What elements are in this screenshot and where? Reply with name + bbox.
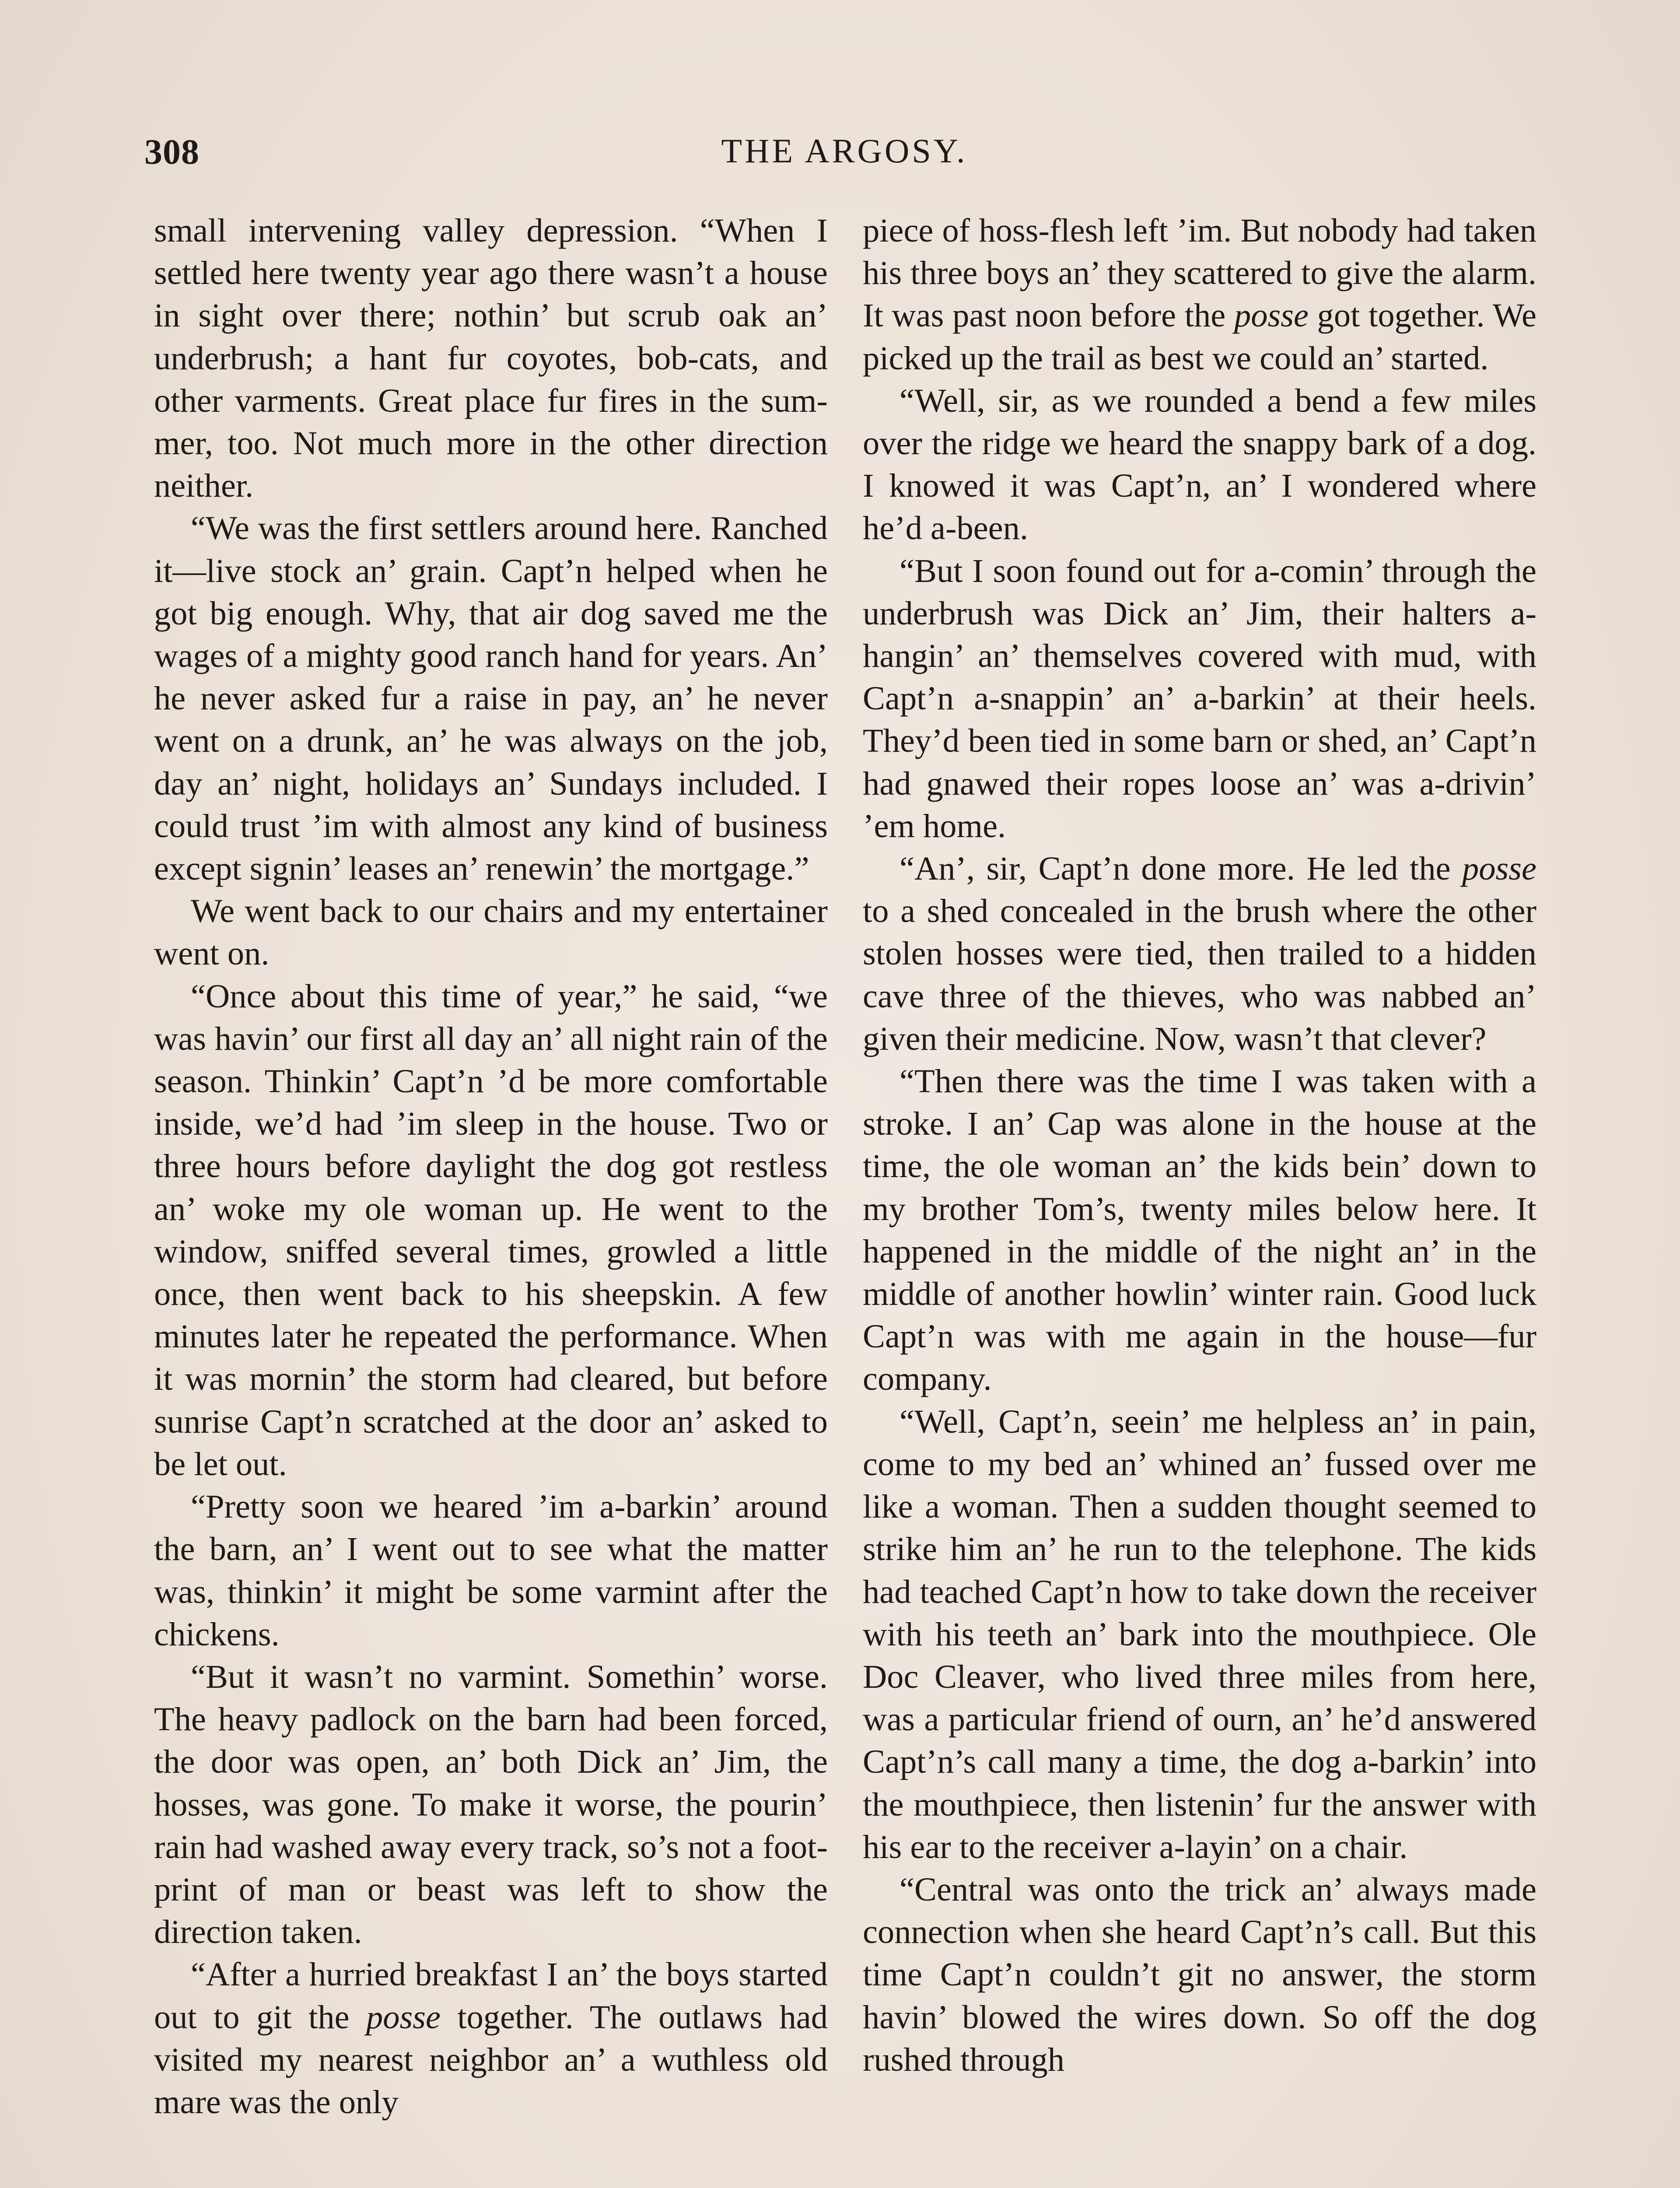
paragraph: “Once about this time of year,” he said, “we was havin’ our first all day an’ all night rain of the season. Thinkin’ Capt’n ’d be more comfortable inside, we’d had ’im sleep in the house. Two or three hours before daylight the dog got restless an’ woke my ole woman up. He went to the window, sniffed several times, growled a little once, then went back to his sheepskin. A few minutes later he repeated the performance. When it was mornin’ the storm had cleared, but before sunrise Capt’n scratched at the door an’ asked to be let out.	[154, 977, 828, 1483]
paragraph: “Central was onto the trick an’ always made connection when she heard Capt’n’s call. But this time Capt’n couldn’t git no answer, the storm havin’ blowed the wires down. So off the dog rushed through	[863, 1870, 1536, 2078]
running-head: THE ARGOSY.	[721, 132, 968, 170]
paragraph: “Then there was the time I was taken with a stroke. I an’ Cap was alone in the house at the time, the ole woman an’ the kids bein’ down to my brother Tom’s, twenty miles below here. It happened in the middle of the night an’ in the middle of another howlin’ winter rain. Good luck Capt’n was with me again in the house—fur company.	[863, 1062, 1536, 1398]
paragraph-text: “After a hurried breakfast I an’ the boys started out to git the	[154, 1956, 828, 2036]
italic-word: posse	[1462, 850, 1536, 887]
paragraph-text: “An’, sir, Capt’n done more. He led the	[900, 850, 1462, 887]
paragraph: “Well, Capt’n, seein’ me helpless an’ in pain, come to my bed an’ whined an’ fussed over me like a woman. Then a sudden thought seemed to strike him an’ he run to the telephone. The kids had teached Capt’n how to take down the receiver with his teeth an’ bark into the mouthpiece. Ole Doc Cleaver, who lived three miles from here, was a particular friend of ourn, an’ he’d answered Capt’n’s call many a time, the dog a-barkin’ into the mouthpiece, then listenin’ fur the answer with his ear to the receiver a-layin’ on a chair.	[863, 1403, 1536, 1865]
page-number: 308	[144, 132, 200, 172]
paragraph: “But it wasn’t no varmint. Somethin’ worse. The heavy padlock on the barn had been forced, the door was open, an’ both Dick an’ Jim, the hosses, was gone. To make it worse, the pourin’ rain had washed away every track, so’s not a footprint of man or beast was left to show the direction taken.	[154, 1658, 828, 1951]
italic-word: posse	[1234, 297, 1309, 334]
paragraph	[863, 209, 1536, 379]
paragraph: small intervening valley depression. “When I settled here twenty year ago there wasn’t a house in sight over there; nothin’ but scrub oak an’ underbrush; a hant fur coyotes, bob-cats, and other varments. Great place fur fires in the summer, too. Not much more in the other direction neither.	[154, 212, 828, 505]
paragraph: “Pretty soon we heared ’im a-barkin’ around the barn, an’ I went out to see what the matter was, thinkin’ it might be some varmint after the chickens.	[154, 1488, 828, 1653]
paragraph: “Well, sir, as we rounded a bend a few miles over the ridge we heard the snappy bark of a dog. I knowed it was Capt’n, an’ I wondered where he’d a-been.	[863, 382, 1536, 547]
paragraph	[863, 847, 1536, 1060]
paragraph-text: piece of hoss-flesh left ’im. But nobody had taken his three boys an’ they scattered to give the alarm. It was past noon before the	[863, 212, 1536, 334]
paragraph-text: got together. We picked up the trail as best we could an’ started.	[863, 297, 1537, 377]
italic-word: posse	[366, 1998, 441, 2036]
paragraph: “But I soon found out for a-comin’ through the underbrush was Dick an’ Jim, their halters a-hangin’ an’ themselves covered with mud, with Capt’n a-snappin’ an’ a-barkin’ at their heels. They’d been tied in some barn or shed, an’ Capt’n had gnawed their ropes loose an’ was a-drivin’ ’em home.	[863, 552, 1536, 845]
left-column	[154, 209, 828, 2123]
paragraph	[154, 1953, 828, 2123]
paragraph: “We was the first settlers around here. Ranched it—live stock an’ grain. Capt’n helped when he got big enough. Why, that air dog saved me the wages of a mighty good ranch hand for years. An’ he never asked fur a raise in pay, an’ he never went on a drunk, an’ he was always on the job, day an’ night, holidays an’ Sundays included. I could trust ’im with almost any kind of business except signin’ leases an’ renewin’ the mortgage.”	[154, 509, 828, 887]
paragraph-text: together. The outlaws had visited my nearest neighbor an’ a wuthless old mare was the only	[154, 1998, 828, 2121]
right-column	[863, 209, 1536, 2081]
page-header	[144, 131, 1544, 184]
paragraph: We went back to our chairs and my entertainer went on.	[154, 892, 828, 972]
paragraph-text: to a shed concealed in the brush where the other stolen hosses were tied, then trailed to a hidden cave three of the thieves, who was nabbed an’ given their medicine. Now, wasn’t that clever?	[863, 892, 1536, 1057]
